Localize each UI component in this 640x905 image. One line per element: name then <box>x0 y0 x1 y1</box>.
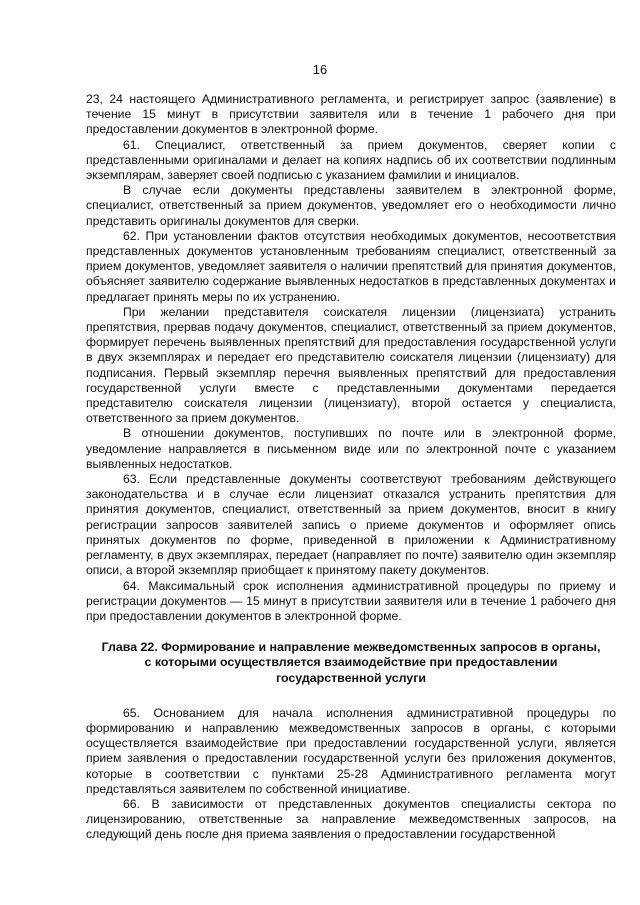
paragraph: При желании представителя соискателя лицензии (лицензиата) устранить препятствия, прервав подачу документов, специалист, ответственный за прием документов, формирует перечень выявленных препятствий для предоставления государственной услуги в двух экземплярах и передает его представителю соискателя лицензии (лицензиату) для подписания. Первый экземпляр перечня выявленных препятствий для предоставления государственной услуги вместе с представленными документами передается представителю соискателя лицензии (лицензиату), второй остается у специалиста, ответственного за прием документов. <box>86 304 616 426</box>
paragraph: 65. Основанием для начала исполнения административной процедуры по формированию и направлению межведомственных запросов в органы, с которыми осуществляется взаимодействие при предоставлении государственной услуги, является прием заявления о предоставлении государственной услуги без приложения документов, которые в соответствии с пунктами 25-28 Административного регламента могут представляться заявителем по собственной инициативе. <box>86 705 616 796</box>
paragraph: В отношении документов, поступивших по почте или в электронной форме, уведомление направляется в письменном виде или по электронной почте с указанием выявленных недостатков. <box>86 426 616 471</box>
paragraph: В случае если документы представлены заявителем в электронной форме, специалист, ответственный за прием документов, уведомляет его о необходимости лично представить оригиналы документов для сверки. <box>86 183 616 228</box>
paragraph: 23, 24 настоящего Административного регламента, и регистрирует запрос (заявление) в течение 15 минут в присутствии заявителя или в течение 1 рабочего дня при предоставлении документов в электронной форме. <box>86 92 616 137</box>
paragraph: 64. Максимальный срок исполнения административной процедуры по приему и регистрации документов — 15 минут в присутствии заявителя или в течение 1 рабочего дня при предоставлении документов в электронной форме. <box>86 578 616 623</box>
paragraph: 61. Специалист, ответственный за прием документов, сверяет копии с представленными оригиналами и делает на копиях надпись об их соответствии подлинным экземплярам, заверяет своей подписью с указанием фамилии и инициалов. <box>86 137 616 183</box>
chapter-heading-line: с которыми осуществляется взаимодействие при предоставлении <box>144 655 558 670</box>
paragraph: 63. Если представленные документы соответствуют требованиям действующего законодательства и в случае если лицензиат отказался устранить препятствия для принятия документов, специалист, ответственный за прием документов, вносит в книгу регистрации запросов заявителей запись о приеме документов и оформляет опись принятых документов по форме, приведенной в приложении к Административному регламенту, в двух экземплярах, передает (направляет по почте) заявителю один экземпляр описи, а второй экземпляр приобщает к принятому пакету документов. <box>86 472 616 578</box>
paragraph: 62. При установлении фактов отсутствия необходимых документов, несоответствия представленных документов установленным требованиям специалист, ответственный за прием документов, уведомляет заявителя о наличии препятствий для принятия документов, объясняет заявителю содержание выявленных недостатков в представленных документах и предлагает принять меры по их устранению. <box>86 228 616 304</box>
chapter-heading-line: государственной услуги <box>276 670 426 685</box>
chapter-heading-line: Глава 22. Формирование и направление межведомственных запросов в органы, <box>101 640 601 655</box>
document-body <box>86 92 616 843</box>
chapter-heading <box>86 640 616 686</box>
page-number: 16 <box>312 62 328 77</box>
paragraph: 66. В зависимости от представленных документов специалисты сектора по лицензированию, ответственные за направление межведомственных запросов, на следующий день после дня приема заявления о предоставлении государственной <box>86 796 616 842</box>
